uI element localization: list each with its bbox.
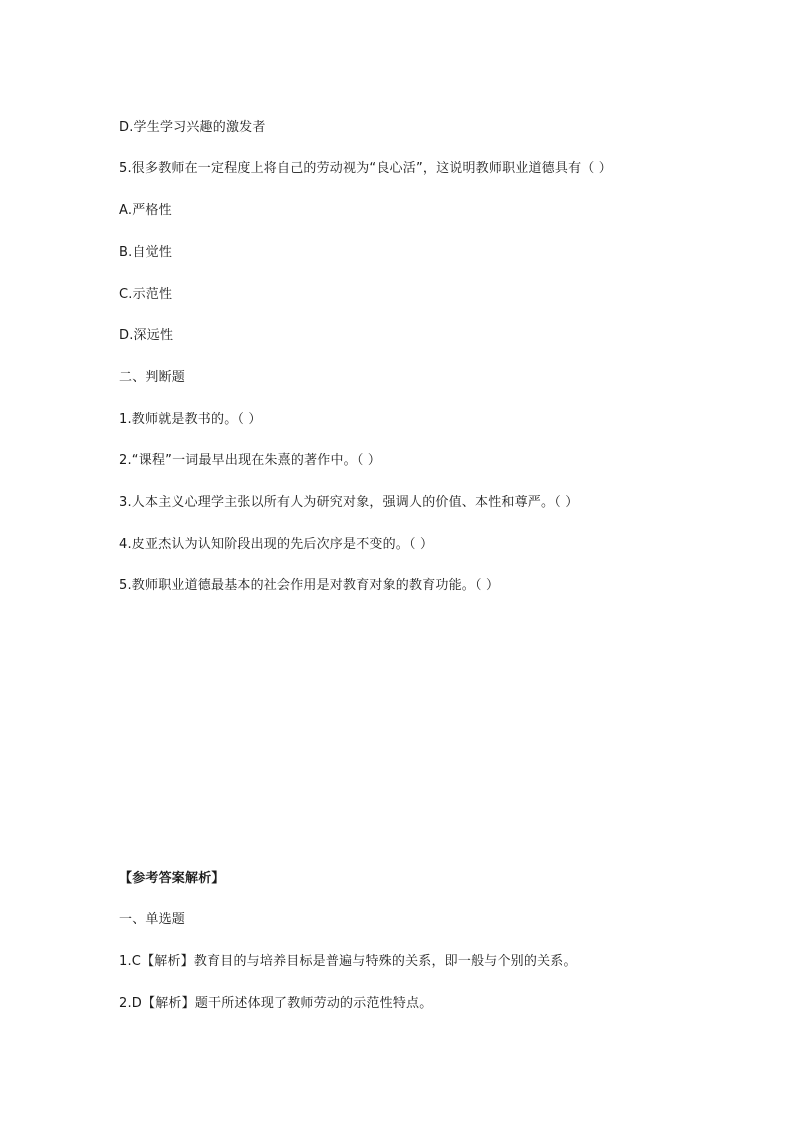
option-d-continued: D.学生学习兴趣的激发者 bbox=[119, 120, 266, 135]
judgment-item-2: 2.“课程”一词最早出现在朱熹的著作中。（ ） bbox=[119, 453, 382, 468]
answers-heading: 【参考答案解析】 bbox=[119, 871, 225, 886]
question-5-stem: 5.很多教师在一定程度上将自己的劳动视为“良心活”，这说明教师职业道德具有（ ） bbox=[119, 161, 613, 176]
question-5-option-b: B.自觉性 bbox=[119, 245, 173, 260]
answer-item-1: 1.C【解析】教育目的与培养目标是普遍与特殊的关系，即一般与个别的关系。 bbox=[119, 954, 577, 969]
judgment-item-1: 1.教师就是教书的。（ ） bbox=[119, 412, 262, 427]
question-5-option-d: D.深远性 bbox=[119, 328, 174, 343]
question-5-option-a: A.严格性 bbox=[119, 203, 172, 218]
question-5-option-c: C.示范性 bbox=[119, 287, 173, 302]
section-two-heading: 二、判断题 bbox=[119, 370, 186, 385]
judgment-item-3: 3.人本主义心理学主张以所有人为研究对象，强调人的价值、本性和尊严。（ ） bbox=[119, 495, 579, 510]
judgment-item-5: 5.教师职业道德最基本的社会作用是对教育对象的教育功能。（ ） bbox=[119, 578, 500, 593]
answer-item-2: 2.D【解析】题干所述体现了教师劳动的示范性特点。 bbox=[119, 996, 433, 1011]
judgment-item-4: 4.皮亚杰认为认知阶段出现的先后次序是不变的。（ ） bbox=[119, 537, 434, 552]
answers-section-one-heading: 一、单选题 bbox=[119, 912, 186, 927]
